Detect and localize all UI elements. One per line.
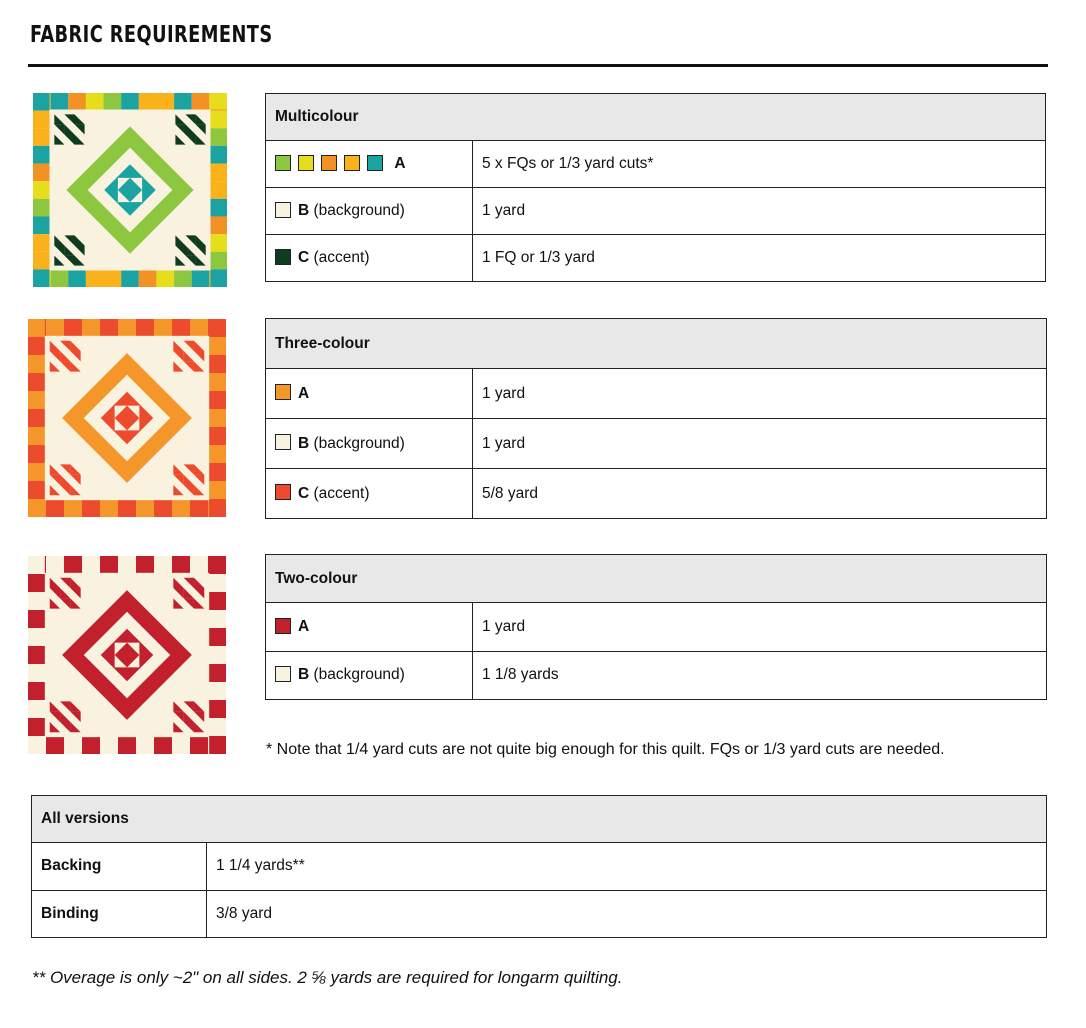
- quilt-patch: [28, 373, 45, 391]
- quilt-patch: [209, 93, 227, 109]
- quilt-patch: [104, 271, 122, 287]
- fabric-letter: C: [298, 484, 310, 502]
- quilt-patch: [28, 592, 45, 610]
- quilt-patch: [208, 556, 226, 573]
- quilt-patch: [211, 181, 227, 199]
- quilt-patch: [100, 500, 118, 517]
- quilt-patch: [33, 216, 49, 234]
- table-row: [32, 843, 1047, 890]
- amount-cell: 5 x FQs or 1/3 yard cuts*: [473, 141, 1046, 188]
- overage-footnote: ** Overage is only ~2" on all sides. 2 ⅝ yards are required for longarm quilting.: [32, 968, 623, 987]
- quilt-patch: [209, 427, 226, 445]
- quilt-patch: [33, 146, 49, 164]
- fabric-letter: A: [298, 384, 310, 402]
- table-header: All versions: [32, 796, 1047, 843]
- fabric-label: (background): [309, 434, 405, 452]
- quilt-patch: [172, 319, 190, 336]
- quilt-patch: [28, 556, 45, 574]
- quilt-patch: [209, 409, 226, 427]
- quilt-patch: [28, 481, 45, 499]
- fabric-label: (accent): [309, 249, 370, 266]
- quilt-patch: [136, 556, 154, 573]
- quilt-patch: [51, 271, 69, 287]
- title-rule: [28, 64, 1048, 67]
- quilt-patch: [192, 93, 210, 109]
- all-versions-table: [31, 795, 1047, 938]
- quilt-patch: [208, 319, 226, 336]
- quilt-patch: [209, 610, 226, 628]
- quilt-patch: [211, 234, 227, 252]
- two-colour-quilt-image: [28, 556, 226, 754]
- fabric-cell: [266, 188, 473, 235]
- quilt-patch: [28, 427, 45, 445]
- quilt-patch: [209, 499, 226, 517]
- quilt-patch: [68, 93, 86, 109]
- quilt-patch: [82, 319, 100, 336]
- fabric-letter: A: [298, 617, 310, 635]
- quilt-patch: [139, 93, 157, 109]
- quilt-patch: [118, 500, 136, 517]
- swatch: [275, 434, 291, 450]
- quilt-patch: [209, 592, 226, 610]
- quilt-patch: [64, 737, 82, 754]
- table-row: [266, 369, 1047, 419]
- table-row: [266, 141, 1046, 188]
- swatch: [298, 155, 314, 171]
- quilt-patch: [209, 628, 226, 646]
- quilt-patch: [211, 164, 227, 182]
- fabric-letter: B: [298, 202, 310, 219]
- quilt-patch: [104, 93, 122, 109]
- quilt-patch: [33, 164, 49, 182]
- three-colour-table: [265, 318, 1047, 519]
- quilt-patch: [118, 556, 136, 573]
- quilt-patch: [211, 146, 227, 164]
- amount-cell: 1 yard: [473, 188, 1046, 235]
- quilt-patch: [28, 355, 45, 373]
- swatch: [275, 249, 291, 265]
- quilt-patch: [86, 93, 104, 109]
- table-row: [266, 188, 1046, 235]
- quilt-patch: [209, 391, 226, 409]
- quilt-patch: [28, 700, 45, 718]
- quilt-patch: [211, 199, 227, 217]
- amount-cell: 5/8 yard: [473, 469, 1047, 519]
- quilt-patch: [190, 319, 208, 336]
- table-row: [32, 890, 1047, 937]
- quilt-patch: [192, 271, 210, 287]
- fabric-letter: B: [298, 434, 310, 452]
- quilt-patch: [28, 409, 45, 427]
- quilt-patch: [139, 271, 157, 287]
- quilt-patch: [33, 128, 49, 146]
- quilt-patch: [33, 269, 49, 287]
- fabric-cell: [266, 469, 473, 519]
- quilt-patch: [64, 556, 82, 573]
- quilt-patch: [82, 556, 100, 573]
- quilt-patch: [46, 319, 64, 336]
- quilt-patch: [121, 271, 139, 287]
- fabric-label: (accent): [309, 484, 370, 502]
- quilt-patch: [209, 718, 226, 736]
- quilt-patch: [154, 737, 172, 754]
- quilt-patch: [28, 664, 45, 682]
- quilt-patch: [209, 736, 226, 754]
- quilt-patch: [209, 373, 226, 391]
- fabric-letter: B: [298, 666, 310, 684]
- fabric-letter: C: [298, 249, 310, 266]
- quilt-patch: [46, 500, 64, 517]
- quilt-patch: [33, 252, 49, 270]
- fabric-letter: A: [394, 155, 406, 172]
- quilt-patch: [209, 646, 226, 664]
- quilt-patch: [211, 252, 227, 270]
- quilt-patch: [209, 445, 226, 463]
- amount-cell: 1 1/8 yards: [473, 651, 1047, 699]
- swatch: [344, 155, 360, 171]
- quilt-patch: [190, 556, 208, 573]
- table-row: [266, 651, 1047, 699]
- fabric-cell: [266, 369, 473, 419]
- amount-cell: 1 FQ or 1/3 yard: [473, 235, 1046, 282]
- multicolour-quilt-image: [33, 93, 227, 287]
- swatch: [275, 155, 291, 171]
- quilt-patch: [211, 111, 227, 129]
- quilt-patch: [209, 337, 226, 355]
- quilt-patch: [209, 463, 226, 481]
- swatch: [275, 384, 291, 400]
- quilt-patch: [46, 737, 64, 754]
- quilt-patch: [154, 500, 172, 517]
- swatch: [367, 155, 383, 171]
- quilt-patch: [211, 216, 227, 234]
- table-row: [266, 603, 1047, 651]
- quilt-patch: [28, 718, 45, 736]
- quilt-patch: [28, 391, 45, 409]
- quilt-patch: [154, 319, 172, 336]
- quilt-patch: [209, 664, 226, 682]
- table-row: [266, 419, 1047, 469]
- swatch: [275, 666, 291, 682]
- quilt-patch: [136, 737, 154, 754]
- two-colour-table: [265, 554, 1047, 700]
- quilt-patch: [28, 610, 45, 628]
- swatch: [321, 155, 337, 171]
- fabric-cell: [266, 235, 473, 282]
- amount-cell: 1 yard: [473, 419, 1047, 469]
- quilt-patch: [209, 700, 226, 718]
- quilt-patch: [211, 269, 227, 287]
- quilt-patch: [100, 319, 118, 336]
- quilt-patch: [28, 499, 45, 517]
- quilt-patch: [28, 682, 45, 700]
- table-row: [266, 235, 1046, 282]
- fabric-label: (background): [309, 202, 405, 219]
- quilt-patch: [82, 737, 100, 754]
- quilt-patch: [209, 481, 226, 499]
- quilt-patch: [100, 737, 118, 754]
- quilt-patch: [86, 271, 104, 287]
- quilt-patch: [136, 500, 154, 517]
- fabric-cell: [266, 603, 473, 651]
- quilt-patch: [154, 556, 172, 573]
- quilt-patch: [174, 271, 192, 287]
- amount-cell: 1 yard: [473, 603, 1047, 651]
- quilt-patch: [118, 319, 136, 336]
- table-header: Two-colour: [266, 555, 1047, 603]
- quilt-patch: [190, 737, 208, 754]
- quilt-patch: [172, 500, 190, 517]
- fabric-cell: [266, 419, 473, 469]
- quilt-patch: [174, 93, 192, 109]
- item-label: Binding: [32, 890, 207, 937]
- quilt-patch: [190, 500, 208, 517]
- quilt-patch: [118, 737, 136, 754]
- quilt-patch: [28, 445, 45, 463]
- cuts-note: * Note that 1/4 yard cuts are not quite big enough for this quilt. FQs or 1/3 yard cuts are needed.: [266, 741, 945, 758]
- multicolour-table: [265, 93, 1046, 282]
- quilt-patch: [172, 737, 190, 754]
- quilt-patch: [51, 93, 69, 109]
- quilt-patch: [28, 646, 45, 664]
- quilt-patch: [28, 319, 45, 337]
- quilt-patch: [28, 463, 45, 481]
- quilt-patch: [33, 199, 49, 217]
- quilt-patch: [68, 271, 86, 287]
- quilt-patch: [82, 500, 100, 517]
- fabric-cell: [266, 141, 473, 188]
- quilt-patch: [172, 556, 190, 573]
- page-title: FABRIC REQUIREMENTS: [30, 22, 273, 48]
- fabric-label: (background): [309, 666, 405, 684]
- table-header: Three-colour: [266, 319, 1047, 369]
- quilt-patch: [28, 736, 45, 754]
- amount-cell: 3/8 yard: [207, 890, 1047, 937]
- quilt-patch: [33, 234, 49, 252]
- three-colour-quilt-image: [28, 319, 226, 517]
- quilt-patch: [28, 337, 45, 355]
- swatch: [275, 484, 291, 500]
- quilt-patch: [209, 682, 226, 700]
- table-row: [266, 469, 1047, 519]
- item-label: Backing: [32, 843, 207, 890]
- quilt-patch: [28, 574, 45, 592]
- fabric-cell: [266, 651, 473, 699]
- quilt-patch: [211, 128, 227, 146]
- quilt-patch: [33, 181, 49, 199]
- quilt-patch: [64, 319, 82, 336]
- quilt-patch: [28, 628, 45, 646]
- quilt-patch: [136, 319, 154, 336]
- quilt-patch: [64, 500, 82, 517]
- quilt-patch: [156, 271, 174, 287]
- quilt-patch: [46, 556, 64, 573]
- quilt-patch: [33, 93, 49, 111]
- table-header: Multicolour: [266, 94, 1046, 141]
- quilt-patch: [100, 556, 118, 573]
- quilt-patch: [121, 93, 139, 109]
- amount-cell: 1 yard: [473, 369, 1047, 419]
- swatch: [275, 618, 291, 634]
- quilt-patch: [209, 574, 226, 592]
- quilt-patch: [33, 111, 49, 129]
- quilt-patch: [156, 93, 174, 109]
- swatch: [275, 202, 291, 218]
- amount-cell: 1 1/4 yards**: [207, 843, 1047, 890]
- quilt-patch: [209, 355, 226, 373]
